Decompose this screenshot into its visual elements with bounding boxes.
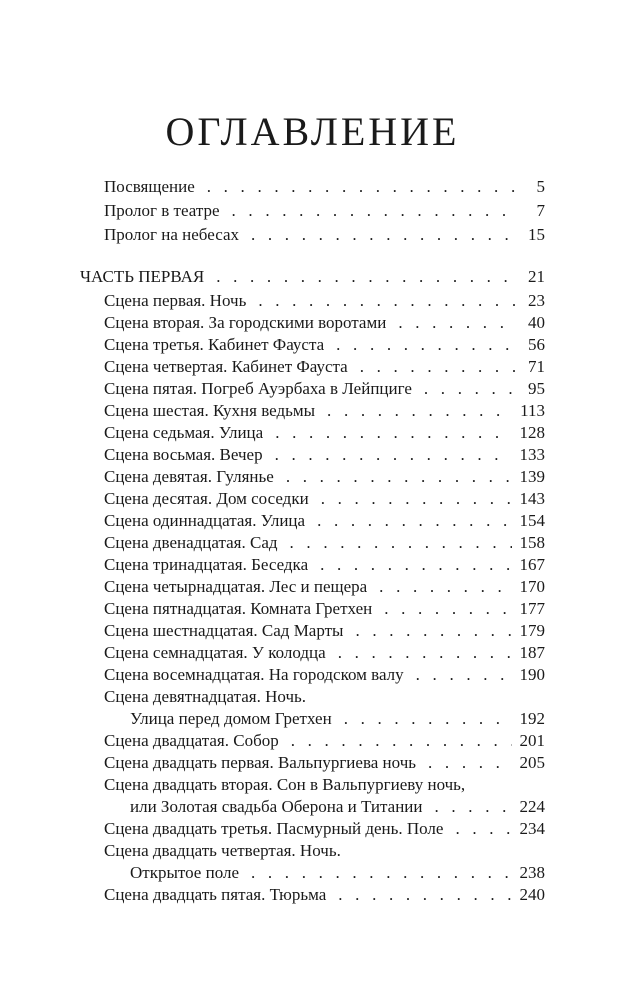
entry-page-number: 192 bbox=[519, 709, 545, 728]
toc-entry[interactable] bbox=[104, 554, 545, 576]
entry-title: Открытое поле bbox=[130, 863, 239, 882]
toc-entry[interactable] bbox=[104, 752, 545, 774]
entry-page-number: 21 bbox=[528, 267, 545, 286]
entry-page-number: 5 bbox=[536, 177, 545, 196]
dot-leader bbox=[275, 422, 511, 444]
entry-title: Сцена восьмая. Вечер bbox=[104, 445, 263, 464]
entry-page-number: 113 bbox=[520, 401, 545, 420]
entry-page-number: 224 bbox=[519, 797, 545, 816]
dot-leader bbox=[428, 752, 511, 774]
entry-page-number: 143 bbox=[519, 489, 545, 508]
toc-entry[interactable] bbox=[104, 224, 545, 246]
toc-entry-continuation[interactable] bbox=[130, 862, 545, 884]
dot-leader bbox=[251, 862, 512, 884]
dot-leader bbox=[290, 532, 512, 554]
toc-entry[interactable] bbox=[104, 176, 545, 198]
entry-page-number: 234 bbox=[519, 819, 545, 838]
dot-leader bbox=[384, 598, 511, 620]
dot-leader bbox=[286, 466, 512, 488]
dot-leader bbox=[344, 708, 512, 730]
entry-title: Сцена шестнадцатая. Сад Марты bbox=[104, 621, 344, 640]
page-title: ОГЛАВЛЕНИЕ bbox=[165, 109, 460, 154]
dot-leader bbox=[317, 510, 511, 532]
dot-leader bbox=[251, 224, 515, 246]
entry-page-number: 167 bbox=[519, 555, 545, 574]
dot-leader bbox=[355, 620, 511, 642]
dot-leader bbox=[360, 356, 515, 378]
entry-title: Посвящение bbox=[104, 177, 195, 196]
entry-page-number: 238 bbox=[519, 863, 545, 882]
entry-title: Сцена десятая. Дом соседки bbox=[104, 489, 309, 508]
toc-entry[interactable] bbox=[104, 400, 545, 422]
entry-page-number: 40 bbox=[528, 313, 545, 332]
entry-page-number: 240 bbox=[519, 885, 545, 904]
toc-entry[interactable] bbox=[104, 466, 545, 488]
toc-entry[interactable] bbox=[104, 334, 545, 356]
entry-page-number: 139 bbox=[519, 467, 545, 486]
toc-entry[interactable] bbox=[104, 200, 545, 222]
entry-page-number: 56 bbox=[528, 335, 545, 354]
entry-page-number: 158 bbox=[519, 533, 545, 552]
toc-entry[interactable] bbox=[104, 510, 545, 532]
dot-leader bbox=[258, 290, 515, 312]
entry-page-number: 71 bbox=[528, 357, 545, 376]
toc-entry[interactable] bbox=[104, 378, 545, 400]
entry-title: Сцена шестая. Кухня ведьмы bbox=[104, 401, 316, 420]
dot-leader bbox=[320, 554, 511, 576]
toc-entry-first-line[interactable]: Сцена двадцать вторая. Сон в Вальпургиеву ночь, bbox=[104, 775, 466, 794]
toc-entry[interactable] bbox=[104, 620, 545, 642]
toc-entry[interactable] bbox=[104, 576, 545, 598]
toc-entry[interactable] bbox=[104, 290, 545, 312]
entry-title: Сцена седьмая. Улица bbox=[104, 423, 264, 442]
dot-leader bbox=[336, 334, 515, 356]
toc-entry-first-line[interactable]: Сцена двадцать четвертая. Ночь. bbox=[104, 841, 341, 860]
toc-entry[interactable] bbox=[104, 884, 545, 906]
entry-title: Сцена двадцатая. Собор bbox=[104, 731, 279, 750]
entry-title: Сцена двадцать первая. Вальпургиева ночь bbox=[104, 753, 417, 772]
entry-title: Сцена пятнадцатая. Комната Гретхен bbox=[104, 599, 373, 618]
toc-entry[interactable] bbox=[104, 356, 545, 378]
toc-entry[interactable] bbox=[104, 598, 545, 620]
entry-page-number: 201 bbox=[519, 731, 545, 750]
entry-title: Пролог на небесах bbox=[104, 225, 239, 244]
toc-entry[interactable] bbox=[104, 444, 545, 466]
entry-page-number: 179 bbox=[519, 621, 545, 640]
entry-title: Сцена девятая. Гулянье bbox=[104, 467, 274, 486]
toc-part-entry[interactable] bbox=[80, 266, 545, 288]
toc-entry[interactable] bbox=[104, 642, 545, 664]
entry-page-number: 205 bbox=[519, 753, 545, 772]
dot-leader bbox=[327, 400, 512, 422]
toc-entry-first-line[interactable]: Сцена девятнадцатая. Ночь. bbox=[104, 687, 307, 706]
toc-entry[interactable] bbox=[104, 532, 545, 554]
entry-title: Сцена двадцать третья. Пасмурный день. Поле bbox=[104, 819, 444, 838]
entry-title: Сцена тринадцатая. Беседка bbox=[104, 555, 309, 574]
dot-leader bbox=[216, 266, 515, 288]
toc-entry-continuation[interactable] bbox=[130, 708, 545, 730]
entry-page-number: 170 bbox=[519, 577, 545, 596]
entry-title: Пролог в театре bbox=[104, 201, 220, 220]
entry-title: Сцена пятая. Погреб Ауэрбаха в Лейпциге bbox=[104, 379, 412, 398]
dot-leader bbox=[416, 664, 512, 686]
entry-page-number: 154 bbox=[519, 511, 545, 530]
dot-leader bbox=[321, 488, 512, 510]
entry-page-number: 7 bbox=[536, 201, 545, 220]
dot-leader bbox=[275, 444, 512, 466]
entry-title: Сцена четырнадцатая. Лес и пещера bbox=[104, 577, 368, 596]
entry-title: Сцена двенадцатая. Сад bbox=[104, 533, 278, 552]
entry-title: Сцена двадцать пятая. Тюрьма bbox=[104, 885, 327, 904]
toc-entry-continuation[interactable] bbox=[130, 796, 545, 818]
dot-leader bbox=[207, 176, 515, 198]
toc-entry[interactable] bbox=[104, 488, 545, 510]
entry-page-number: 23 bbox=[528, 291, 545, 310]
dot-leader bbox=[338, 642, 512, 664]
entry-title: Сцена восемнадцатая. На городском валу bbox=[104, 665, 404, 684]
entry-page-number: 128 bbox=[519, 423, 545, 442]
entry-title: Улица перед домом Гретхен bbox=[130, 709, 332, 728]
toc-entry[interactable] bbox=[104, 730, 545, 752]
dot-leader bbox=[455, 818, 511, 840]
entry-title: Сцена четвертая. Кабинет Фауста bbox=[104, 357, 348, 376]
entry-title: Сцена семнадцатая. У колодца bbox=[104, 643, 326, 662]
entry-title: Сцена первая. Ночь bbox=[104, 291, 247, 310]
dot-leader bbox=[232, 200, 515, 222]
dot-leader bbox=[424, 378, 515, 400]
part-title: ЧАСТЬ ПЕРВАЯ bbox=[80, 267, 205, 286]
dot-leader bbox=[435, 796, 512, 818]
dot-leader bbox=[398, 312, 515, 334]
entry-title: Сцена вторая. За городскими воротами bbox=[104, 313, 387, 332]
dot-leader bbox=[291, 730, 512, 752]
dot-leader bbox=[338, 884, 511, 906]
entry-page-number: 133 bbox=[519, 445, 545, 464]
toc-entry[interactable] bbox=[104, 664, 545, 686]
dot-leader bbox=[379, 576, 511, 598]
entry-page-number: 15 bbox=[528, 225, 545, 244]
entry-page-number: 190 bbox=[519, 665, 545, 684]
entry-page-number: 95 bbox=[528, 379, 545, 398]
entry-title: Сцена одиннадцатая. Улица bbox=[104, 511, 306, 530]
entry-page-number: 177 bbox=[519, 599, 545, 618]
toc-entry[interactable] bbox=[104, 312, 545, 334]
toc-entry[interactable] bbox=[104, 818, 545, 840]
toc-entry[interactable] bbox=[104, 422, 545, 444]
entry-title: Сцена третья. Кабинет Фауста bbox=[104, 335, 325, 354]
entry-title: или Золотая свадьба Оберона и Титании bbox=[130, 797, 423, 816]
entry-page-number: 187 bbox=[519, 643, 545, 662]
